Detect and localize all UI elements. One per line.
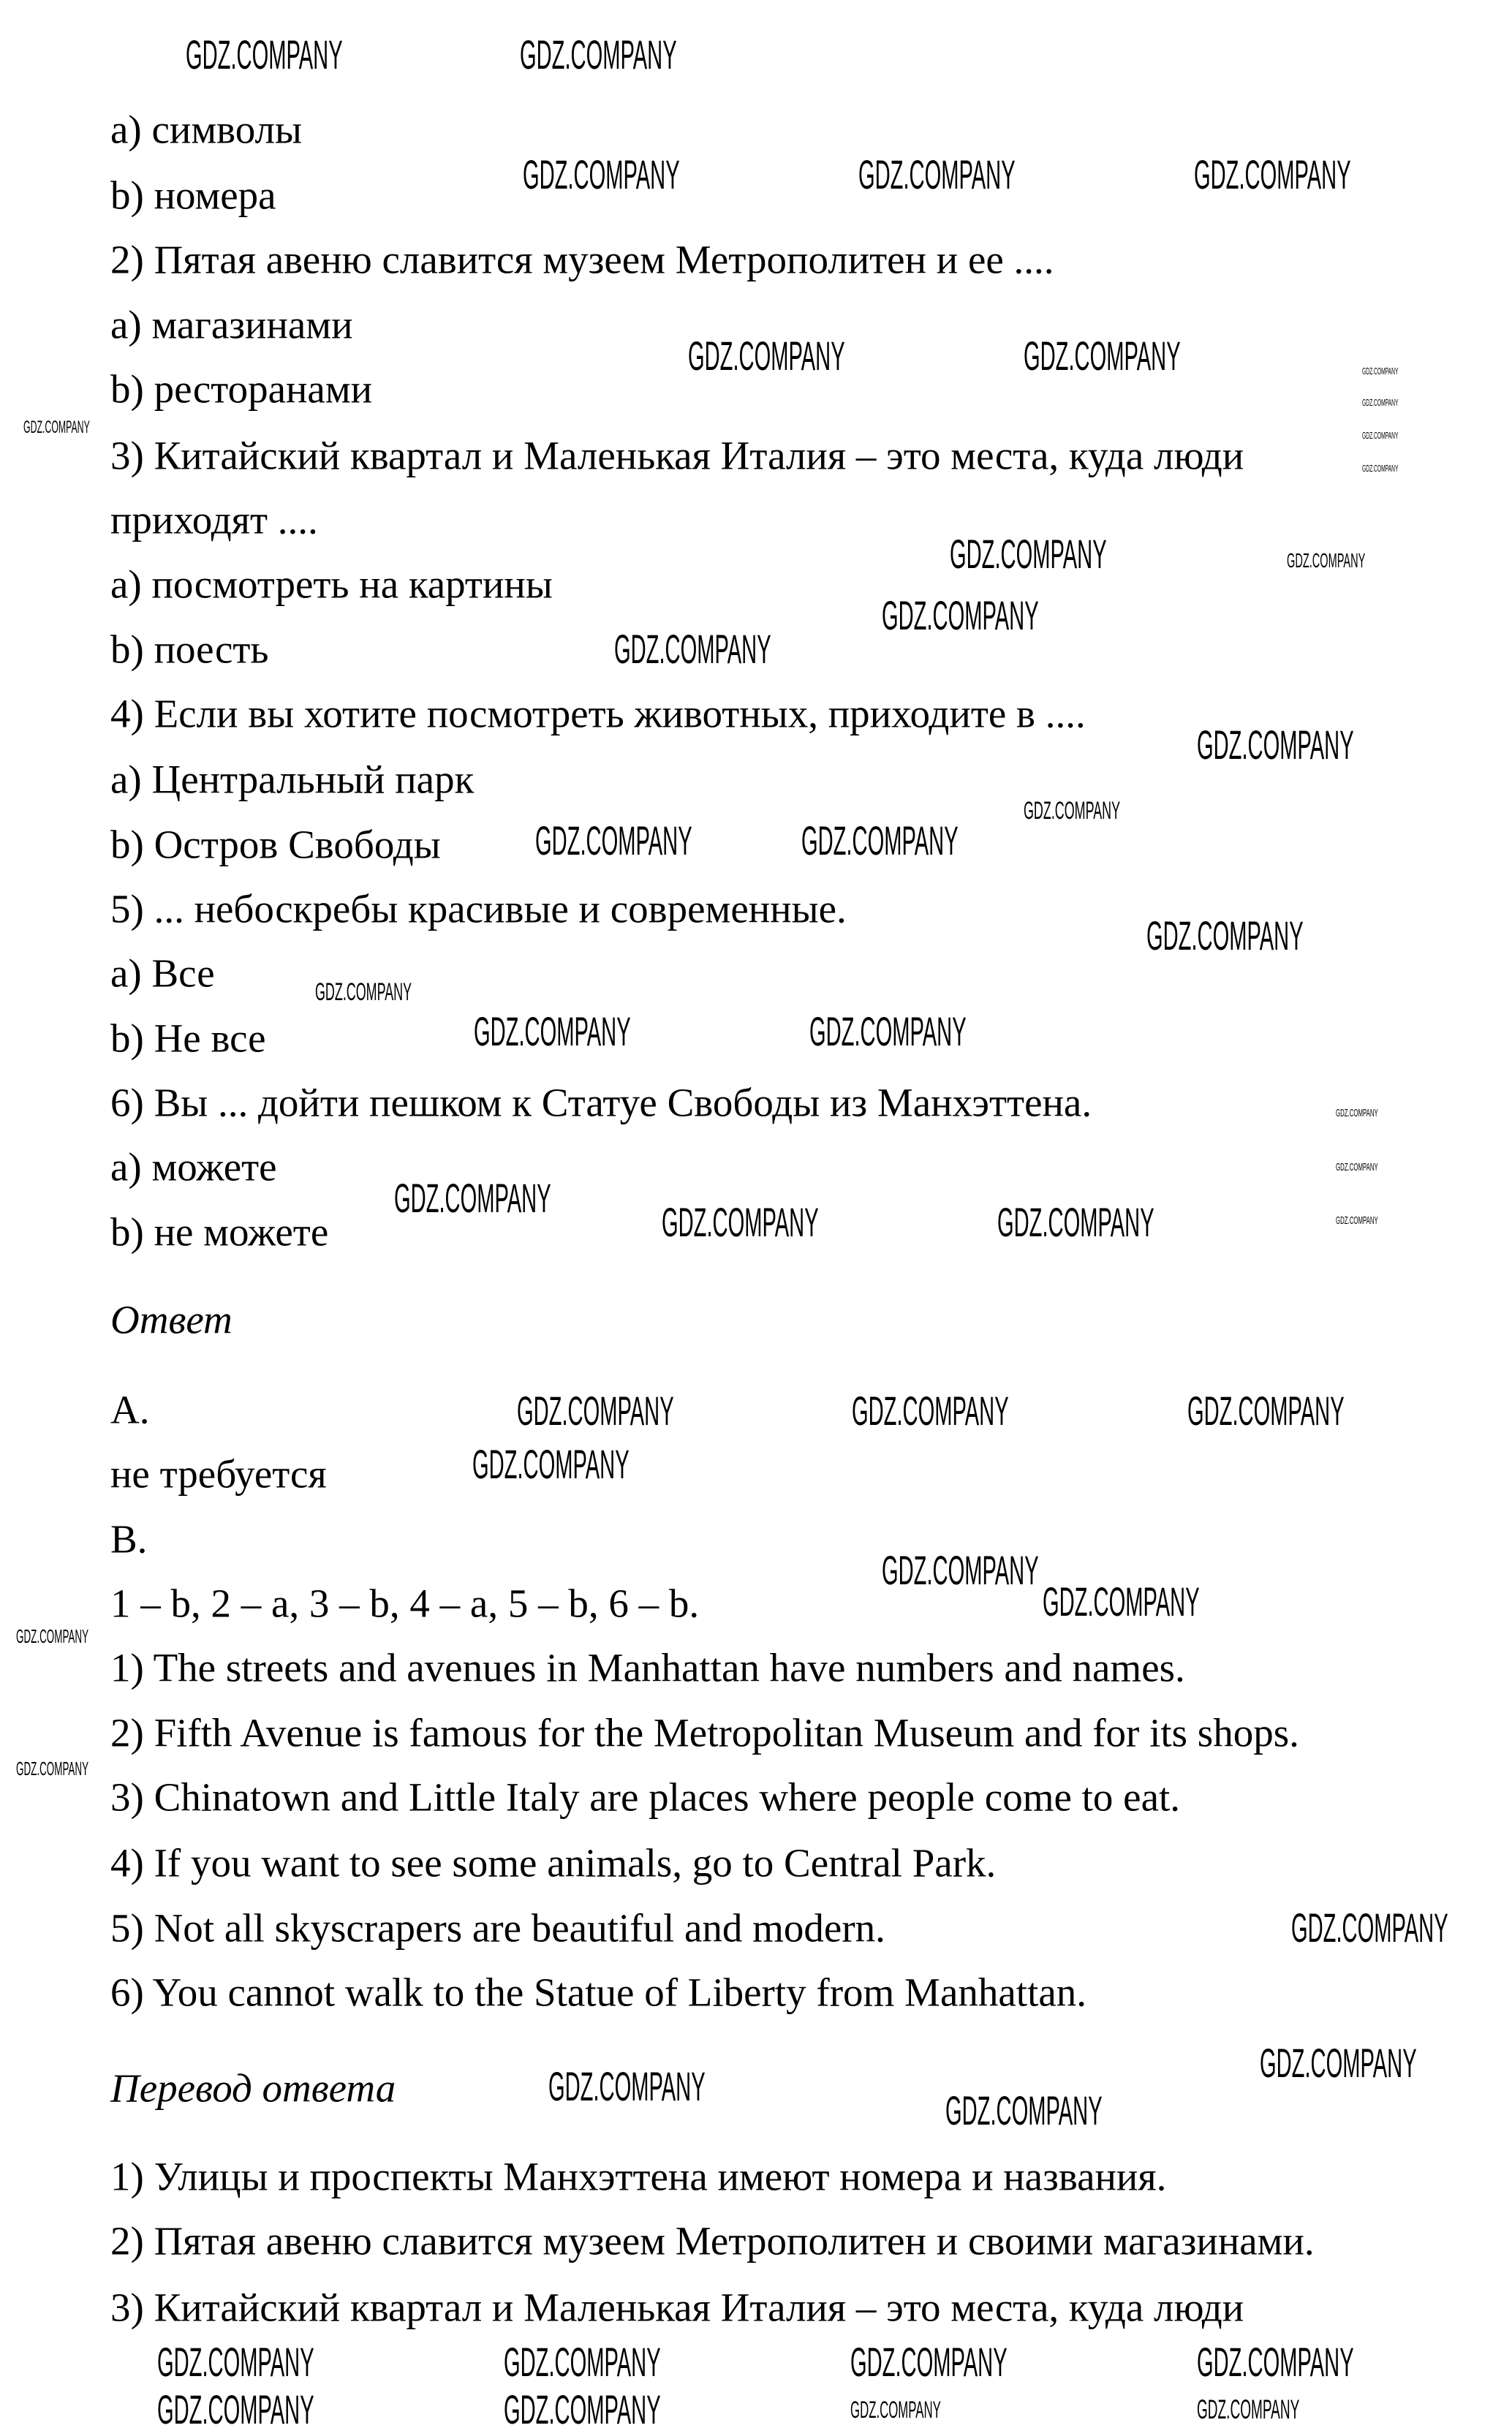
watermark: GDZ.COMPANY bbox=[661, 1198, 819, 1245]
watermark: GDZ.COMPANY bbox=[809, 1007, 967, 1054]
text-line: b) Не все bbox=[110, 1016, 266, 1061]
watermark: GDZ.COMPANY bbox=[1260, 2039, 1417, 2086]
watermark: GDZ.COMPANY bbox=[15, 1759, 88, 1780]
watermark: GDZ.COMPANY bbox=[519, 31, 677, 78]
watermark: GDZ.COMPANY bbox=[472, 1441, 630, 1488]
text-line: 1) The streets and avenues in Manhattan have numbers and names. bbox=[110, 1645, 1185, 1690]
watermark: GDZ.COMPANY bbox=[945, 2087, 1103, 2133]
watermark: GDZ.COMPANY bbox=[23, 418, 91, 438]
watermark: GDZ.COMPANY bbox=[1024, 797, 1121, 825]
watermark: GDZ.COMPANY bbox=[1335, 1160, 1378, 1173]
text-line: 6) You cannot walk to the Statue of Liberty from Manhattan. bbox=[110, 1970, 1087, 2015]
watermark: GDZ.COMPANY bbox=[850, 2396, 942, 2423]
text-line: 1) Улицы и проспекты Манхэттена имеют номера и названия. bbox=[110, 2154, 1167, 2199]
watermark: GDZ.COMPANY bbox=[516, 1388, 674, 1434]
watermark: GDZ.COMPANY bbox=[157, 2339, 315, 2386]
watermark: GDZ.COMPANY bbox=[1197, 721, 1354, 768]
watermark: GDZ.COMPANY bbox=[1335, 1107, 1378, 1120]
watermark: GDZ.COMPANY bbox=[186, 31, 343, 78]
watermark: GDZ.COMPANY bbox=[1043, 1578, 1200, 1625]
text-line: a) посмотреть на картины bbox=[110, 561, 553, 607]
text-line: 1 – b, 2 – a, 3 – b, 4 – a, 5 – b, 6 – b. bbox=[110, 1581, 700, 1626]
text-line: 4) If you want to see some animals, go to Central Park. bbox=[110, 1840, 997, 1886]
watermark: GDZ.COMPANY bbox=[157, 2386, 315, 2428]
watermark: GDZ.COMPANY bbox=[1286, 548, 1366, 572]
watermark: GDZ.COMPANY bbox=[1362, 397, 1399, 408]
text-line: b) Остров Свободы bbox=[110, 822, 441, 867]
text-line: 5) Not all skyscrapers are beautiful and modern. bbox=[110, 1905, 885, 1951]
watermark: GDZ.COMPANY bbox=[1362, 463, 1399, 474]
watermark: GDZ.COMPANY bbox=[474, 1007, 632, 1054]
watermark: GDZ.COMPANY bbox=[949, 531, 1107, 578]
watermark: GDZ.COMPANY bbox=[1197, 2394, 1300, 2424]
text-line: a) Все bbox=[110, 950, 215, 996]
text-line: a) Центральный парк bbox=[110, 757, 475, 802]
text-line: a) магазинами bbox=[110, 302, 353, 347]
watermark: GDZ.COMPANY bbox=[504, 2339, 661, 2386]
text-line: 3) Chinatown and Little Italy are places where people come to eat. bbox=[110, 1774, 1181, 1820]
watermark: GDZ.COMPANY bbox=[1024, 332, 1181, 379]
watermark: GDZ.COMPANY bbox=[1197, 2339, 1354, 2386]
watermark: GDZ.COMPANY bbox=[688, 332, 845, 379]
watermark: GDZ.COMPANY bbox=[1291, 1904, 1449, 1951]
text-line: B. bbox=[110, 1516, 148, 1562]
text-line: приходят .... bbox=[110, 497, 318, 542]
text-line: 5) ... небоскребы красивые и современные. bbox=[110, 886, 847, 931]
watermark: GDZ.COMPANY bbox=[997, 1198, 1154, 1245]
watermark: GDZ.COMPANY bbox=[801, 817, 959, 864]
text-line: b) ресторанами bbox=[110, 366, 373, 412]
watermark: GDZ.COMPANY bbox=[882, 592, 1039, 639]
text-line: b) не можете bbox=[110, 1209, 329, 1255]
text-line: не требуется bbox=[110, 1451, 327, 1497]
text-line: 2) Fifth Avenue is famous for the Metropolitan Museum and for its shops. bbox=[110, 1710, 1299, 1755]
watermark: GDZ.COMPANY bbox=[614, 625, 771, 672]
watermark: GDZ.COMPANY bbox=[852, 1388, 1010, 1434]
watermark: GDZ.COMPANY bbox=[1146, 912, 1304, 958]
watermark: GDZ.COMPANY bbox=[858, 151, 1016, 198]
watermark: GDZ.COMPANY bbox=[1335, 1214, 1378, 1227]
text-line: b) номера bbox=[110, 173, 276, 218]
watermark: GDZ.COMPANY bbox=[504, 2386, 661, 2428]
watermark: GDZ.COMPANY bbox=[1362, 365, 1399, 377]
section-heading: Ответ bbox=[110, 1297, 233, 1342]
text-line: 2) Пятая авеню славится музеем Метрополитен и своими магазинами. bbox=[110, 2218, 1315, 2264]
watermark: GDZ.COMPANY bbox=[882, 1546, 1039, 1593]
section-heading: Перевод ответа bbox=[110, 2065, 396, 2111]
text-line: a) символы bbox=[110, 107, 302, 152]
watermark: GDZ.COMPANY bbox=[1187, 1388, 1345, 1434]
text-line: 3) Китайский квартал и Маленькая Италия – это места, куда люди bbox=[110, 433, 1244, 478]
text-line: 6) Вы ... дойти пешком к Статуе Свободы из Манхэттена. bbox=[110, 1080, 1092, 1125]
watermark: GDZ.COMPANY bbox=[548, 2063, 706, 2110]
watermark: GDZ.COMPANY bbox=[850, 2339, 1008, 2386]
watermark: GDZ.COMPANY bbox=[523, 151, 680, 198]
text-line: A. bbox=[110, 1387, 150, 1432]
watermark: GDZ.COMPANY bbox=[535, 817, 693, 864]
watermark: GDZ.COMPANY bbox=[393, 1175, 551, 1222]
watermark: GDZ.COMPANY bbox=[15, 1627, 88, 1648]
watermark: GDZ.COMPANY bbox=[1193, 151, 1351, 198]
text-line: b) поесть bbox=[110, 627, 269, 672]
text-line: a) можете bbox=[110, 1144, 277, 1190]
watermark: GDZ.COMPANY bbox=[314, 977, 412, 1006]
text-line: 4) Если вы хотите посмотреть животных, приходите в .... bbox=[110, 691, 1086, 736]
watermark: GDZ.COMPANY bbox=[1362, 430, 1399, 442]
text-line: 2) Пятая авеню славится музеем Метрополитен и ее .... bbox=[110, 237, 1054, 282]
text-line: 3) Китайский квартал и Маленькая Италия – это места, куда люди bbox=[110, 2285, 1244, 2330]
